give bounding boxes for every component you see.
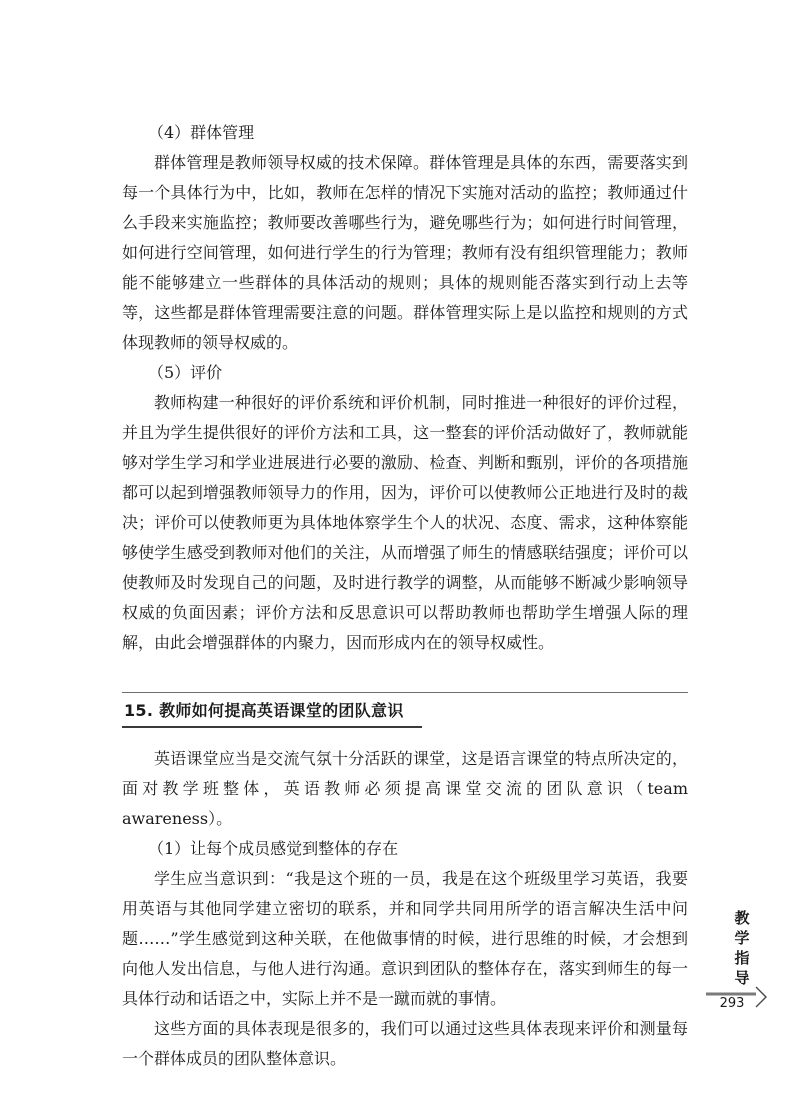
title-top-rule xyxy=(122,692,688,693)
paragraph-section-15-intro: 英语课堂应当是交流气氛十分活跃的课堂，这是语言课堂的特点所决定的，面对教学班整体，英语教师必须提高课堂交流的团队意识（team awareness）。 xyxy=(122,749,688,828)
side-tab-char: 指 xyxy=(734,949,750,967)
section-15-title: 15. 教师如何提高英语课堂的团队意识 xyxy=(124,701,404,720)
section-15-title-block xyxy=(122,692,688,730)
side-tab-char: 教 xyxy=(734,909,750,927)
page-number: 293 xyxy=(719,996,745,1011)
paragraph-section-15-closing: 这些方面的具体表现是很多的，我们可以通过这些具体表现来评价和测量每一个群体成员的团队整体意识。 xyxy=(122,1019,688,1068)
paragraph-group-management: 群体管理是教师领导权威的技术保障。群体管理是具体的东西，需要落实到每一个具体行为中，比如，教师在怎样的情况下实施对活动的监控；教师通过什么手段来实施监控；教师要改善哪些行为，避免哪些行为；如何进行时间管理，如何进行空间管理，如何进行学生的行为管理；教师有没有组织管理能力；教师能不能够建立一些群体的具体活动的规则；具体的规则能否落实到行动上去等等，这些都是群体管理需要注意的问题。群体管理实际上是以监控和规则的方式体现教师的领导权威的。 xyxy=(122,153,688,352)
heading-group-management: （4）群体管理 xyxy=(148,123,255,142)
paragraph-section-15-sub1: 学生应当意识到：“我是这个班的一员，我是在这个班级里学习英语，我要用英语与其他同学建立密切的联系，并和同学共同用所学的语言解决生活中问题……”学生感觉到这种关联，在他做事情的时候，进行思维的时候，才会想到向他人发出信息，与他人进行沟通。意识到团队的整体存在，落实到师生的每一具体行动和话语之中，实际上并不是一蹴而就的事情。 xyxy=(122,869,688,1008)
side-tab-char: 导 xyxy=(734,969,750,987)
side-tab-label xyxy=(722,908,762,988)
page-content xyxy=(122,118,688,1074)
title-bottom-rule xyxy=(122,726,422,728)
title-inner xyxy=(122,696,408,726)
heading-section-15-sub1: （1）让每个成员感觉到整体的存在 xyxy=(148,839,399,858)
heading-evaluation: （5）评价 xyxy=(148,363,223,382)
paragraph-evaluation: 教师构建一种很好的评价系统和评价机制，同时推进一种很好的评价过程，并且为学生提供很好的评价方法和工具，这一整套的评价活动做好了，教师就能够对学生学习和学业进展进行必要的激励、检查、判断和甄别，评价的各项措施都可以起到增强教师领导力的作用，因为，评价可以使教师公正地进行及时的裁决；评价可以使教师更为具体地体察学生个人的状况、态度、需求，这种体察能够使学生感受到教师对他们的关注，从而增强了师生的情感联结强度；评价可以使教师及时发现自己的问题，及时进行教学的调整，从而能够不断减少影响领导权威的负面因素；评价方法和反思意识可以帮助教师也帮助学生增强人际的理解，由此会增强群体的内聚力，因而形成内在的领导权威性。 xyxy=(122,393,688,652)
side-tab-char: 学 xyxy=(734,929,750,947)
